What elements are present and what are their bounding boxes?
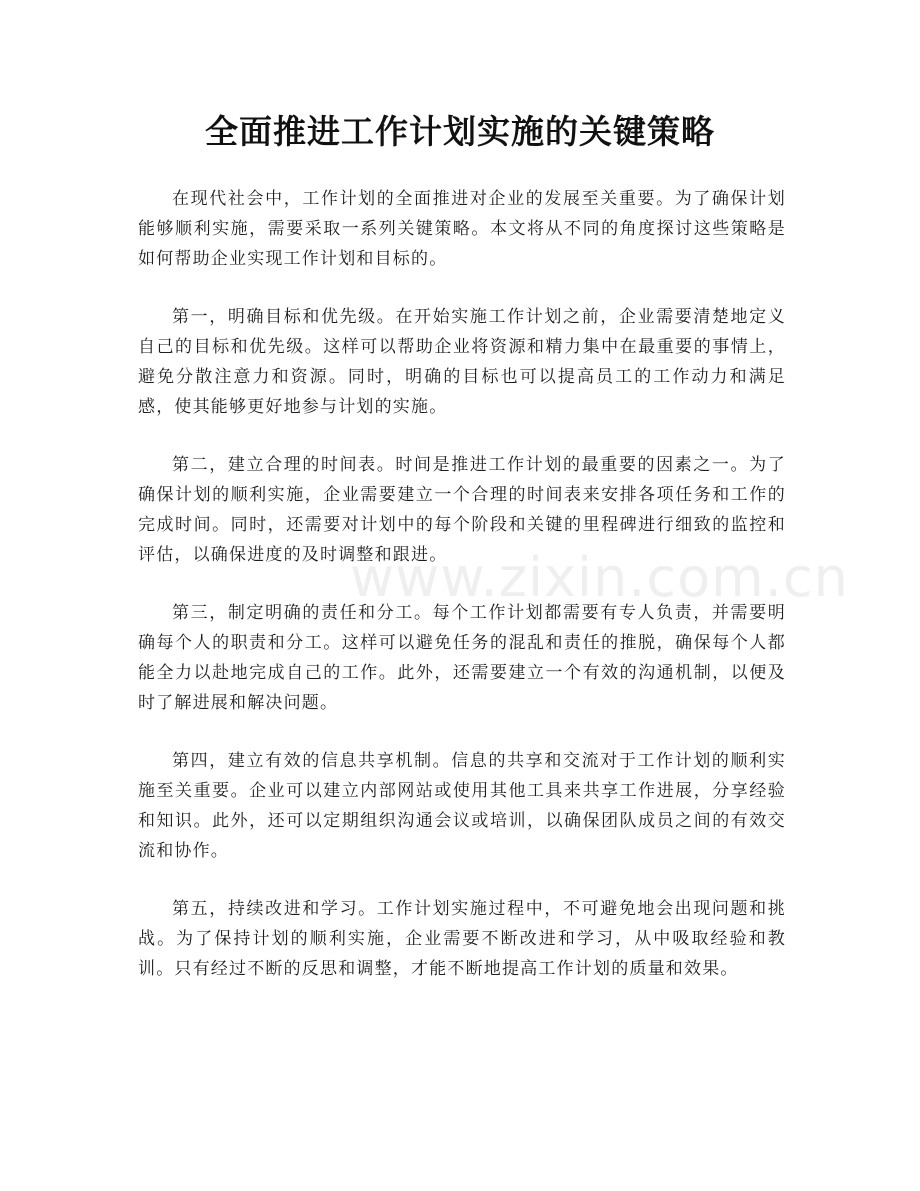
watermark: www.zixin.com.cn <box>350 546 849 609</box>
paragraph-fourth: 第四，建立有效的信息共享机制。信息的共享和交流对于工作计划的顺利实施至关重要。企业可以建立内部网站或使用其他工具来共享工作进展，分享经验和知识。此外，还可以定期组织沟通会议或培训，以确保团队成员之间的有效交流和协作。 <box>138 751 786 861</box>
paragraph-intro: 在现代社会中，工作计划的全面推进对企业的发展至关重要。为了确保计划能够顺利实施，需要采取一系列关键策略。本文将从不同的角度探讨这些策略是如何帮助企业实现工作计划和目标的。 <box>138 189 786 269</box>
paragraph-second: 第二，建立合理的时间表。时间是推进工作计划的最重要的因素之一。为了确保计划的顺利实施，企业需要建立一个合理的时间表来安排各项任务和工作的完成时间。同时，还需要对计划中的每个阶段和关键的里程碑进行细致的监控和评估，以确保进度的及时调整和跟进。 <box>138 455 786 565</box>
document-title: 全面推进工作计划实施的关键策略 <box>205 112 715 151</box>
paragraph-fifth: 第五，持续改进和学习。工作计划实施过程中，不可避免地会出现问题和挑战。为了保持计划的顺利实施，企业需要不断改进和学习，从中吸取经验和教训。只有经过不断的反思和调整，才能不断地提高工作计划的质量和效果。 <box>138 899 786 979</box>
paragraph-third: 第三，制定明确的责任和分工。每个工作计划都需要有专人负责，并需要明确每个人的职责和分工。这样可以避免任务的混乱和责任的推脱，确保每个人都能全力以赴地完成自己的工作。此外，还需要建立一个有效的沟通机制，以便及时了解进展和解决问题。 <box>138 603 786 713</box>
document-body <box>138 184 786 1012</box>
paragraph-first: 第一，明确目标和优先级。在开始实施工作计划之前，企业需要清楚地定义自己的目标和优先级。这样可以帮助企业将资源和精力集中在最重要的事情上，避免分散注意力和资源。同时，明确的目标也可以提高员工的工作动力和满足感，使其能够更好地参与计划的实施。 <box>138 307 786 417</box>
